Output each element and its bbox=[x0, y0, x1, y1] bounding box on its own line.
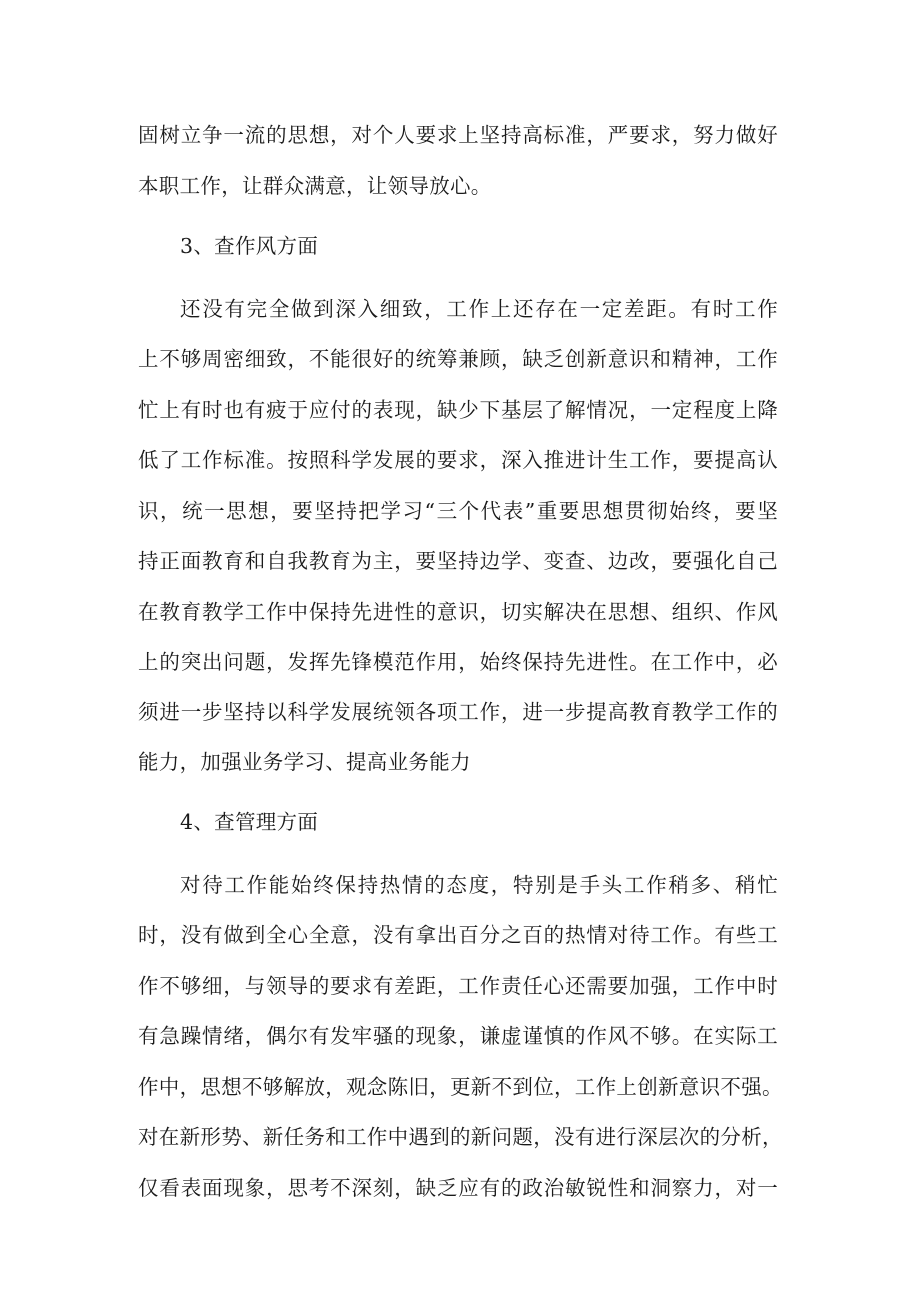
paragraph-line: 作中，思想不够解放，观念陈旧，更新不到位，工作上创新意识不强。 bbox=[138, 1075, 783, 1099]
paragraph-line: 作不够细，与领导的要求有差距，工作责任心还需要加强，工作中时 bbox=[138, 974, 778, 998]
paragraph-line: 上的突出问题，发挥先锋模范作用，始终保持先进性。在工作中，必 bbox=[138, 650, 778, 674]
paragraph-line: 还没有完全做到深入细致，工作上还存在一定差距。有时工作 bbox=[180, 297, 778, 321]
section-heading-4: 4、查管理方面 bbox=[180, 810, 319, 834]
paragraph-line: 本职工作，让群众满意，让领导放心。 bbox=[138, 174, 492, 198]
paragraph-line: 在教育教学工作中保持先进性的意识，切实解决在思想、组织、作风 bbox=[138, 600, 778, 624]
paragraph-line: 有急躁情绪，偶尔有发牢骚的现象，谦虚谨慎的作风不够。在实际工 bbox=[138, 1024, 778, 1048]
paragraph-line: 上不够周密细致，不能很好的统筹兼顾，缺乏创新意识和精神，工作 bbox=[138, 347, 778, 371]
paragraph-line: 须进一步坚持以科学发展统领各项工作，进一步提高教育教学工作的 bbox=[138, 700, 778, 724]
paragraph-line: 对在新形势、新任务和工作中遇到的新问题，没有进行深层次的分析， bbox=[138, 1125, 783, 1149]
paragraph-line: 低了工作标准。按照科学发展的要求，深入推进计生工作，要提高认 bbox=[138, 448, 778, 472]
paragraph-line: 固树立争一流的思想，对个人要求上坚持高标准，严要求，努力做好 bbox=[138, 123, 778, 147]
section-heading-3: 3、查作风方面 bbox=[180, 234, 319, 258]
paragraph-line: 对待工作能始终保持热情的态度，特别是手头工作稍多、稍忙 bbox=[180, 873, 778, 897]
paragraph-line: 能力，加强业务学习、提高业务能力 bbox=[138, 750, 471, 774]
paragraph-line: 仅看表面现象，思考不深刻，缺乏应有的政治敏锐性和洞察力，对一 bbox=[138, 1176, 778, 1200]
paragraph-line: 时，没有做到全心全意，没有拿出百分之百的热情对待工作。有些工 bbox=[138, 923, 778, 947]
paragraph-line: 持正面教育和自我教育为主，要坚持边学、变查、边改，要强化自己 bbox=[138, 549, 778, 573]
paragraph-line: 识，统一思想，要坚持把学习“三个代表”重要思想贯彻始终，要坚 bbox=[138, 499, 778, 523]
paragraph-line: 忙上有时也有疲于应付的表现，缺少下基层了解情况，一定程度上降 bbox=[138, 398, 778, 422]
